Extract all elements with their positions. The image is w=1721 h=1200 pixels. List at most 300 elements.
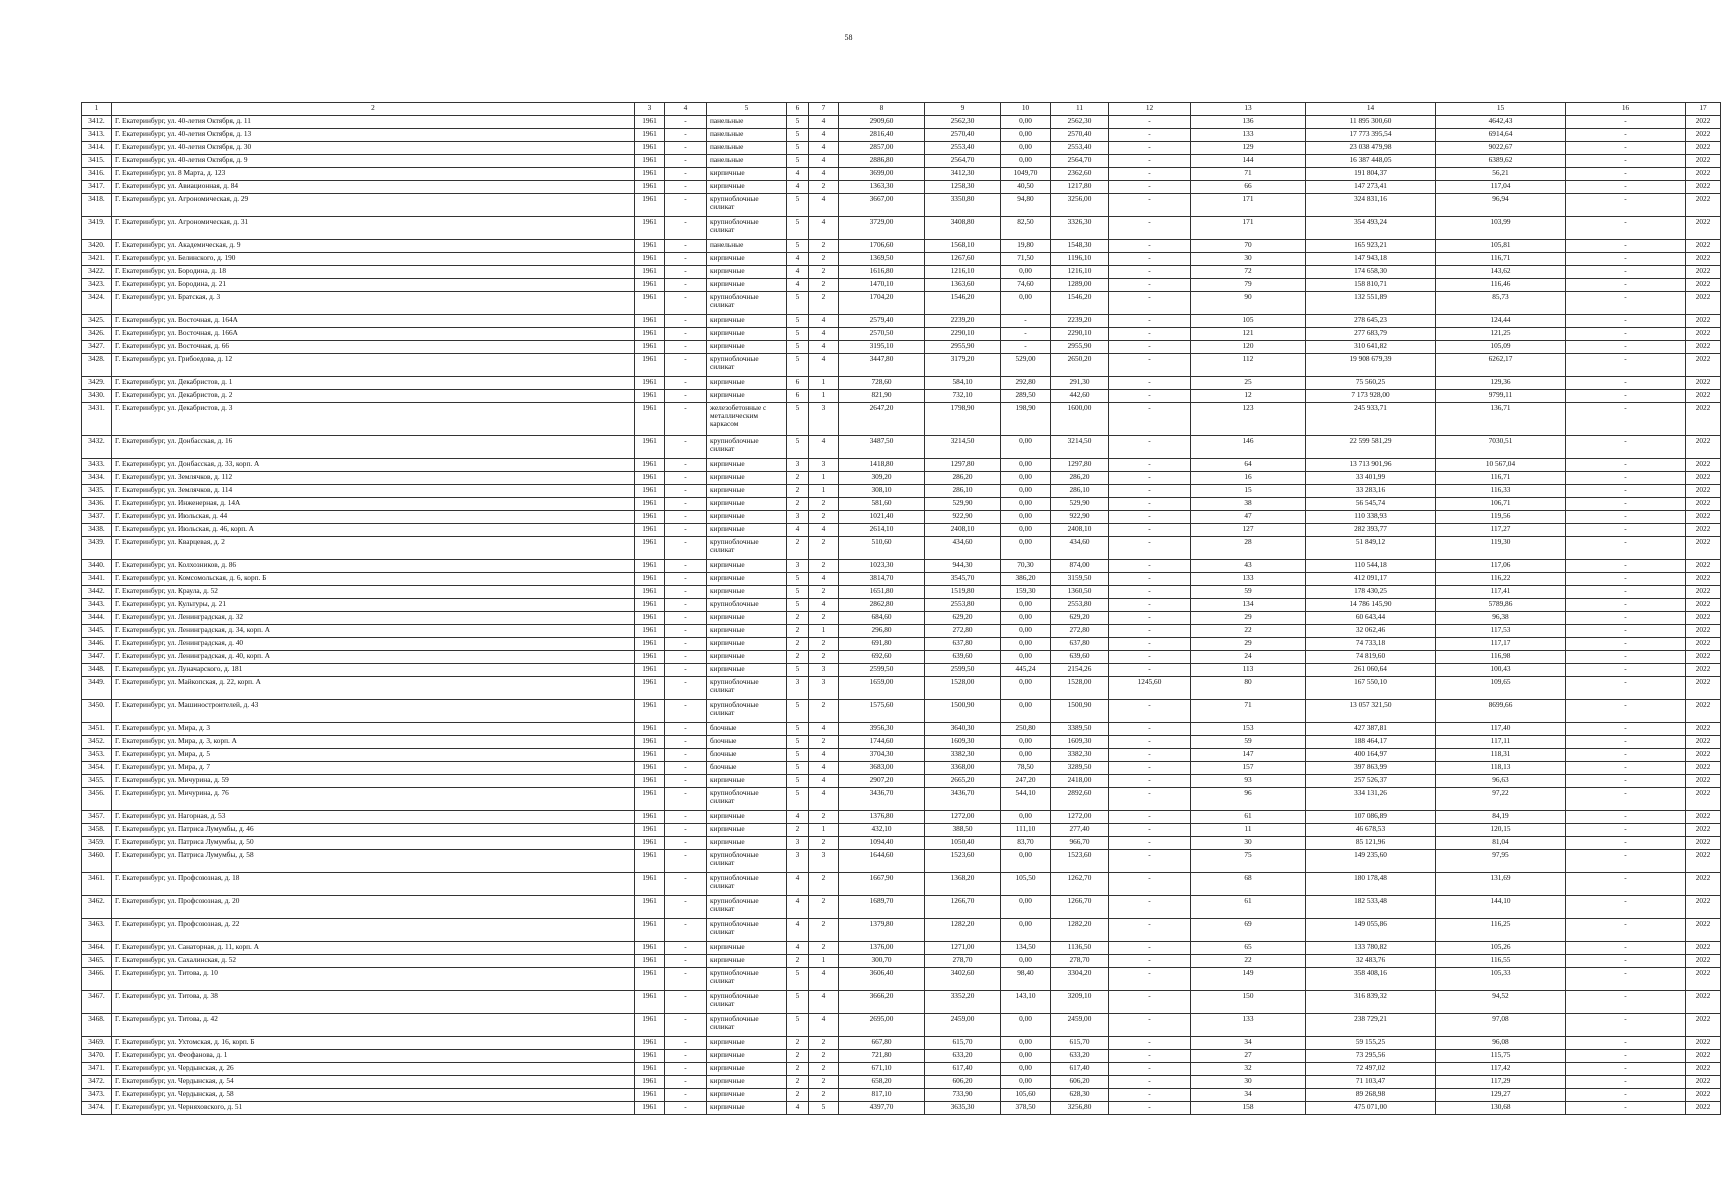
table-cell: 0,00	[1001, 919, 1051, 942]
column-header: 7	[809, 103, 839, 116]
table-cell: 118,13	[1436, 762, 1566, 775]
column-header: 10	[1001, 103, 1051, 116]
table-cell: 11	[1191, 824, 1306, 837]
table-cell: 111,10	[1001, 824, 1051, 837]
table-cell: 15	[1191, 485, 1306, 498]
table-cell: -	[665, 896, 707, 919]
table-cell: Г. Екатеринбург, ул. Восточная, д. 166А	[112, 328, 635, 341]
table-cell: 1644,60	[839, 850, 925, 873]
table-cell: 3382,30	[925, 749, 1001, 762]
table-cell: 1216,10	[1051, 266, 1109, 279]
table-cell: 0,00	[1001, 472, 1051, 485]
table-row	[82, 586, 1721, 599]
table-cell: 16	[1191, 472, 1306, 485]
table-cell: 1961	[635, 116, 665, 129]
table-cell: блочные	[707, 736, 787, 749]
table-cell: 629,20	[1051, 612, 1109, 625]
table-cell: 3289,50	[1051, 762, 1109, 775]
table-cell: 4	[809, 341, 839, 354]
table-cell: -	[665, 762, 707, 775]
table-cell: 2022	[1686, 723, 1721, 736]
table-cell: 2	[809, 560, 839, 573]
table-cell: Г. Екатеринбург, ул. Черняховского, д. 51	[112, 1102, 635, 1115]
table-row	[82, 762, 1721, 775]
table-cell: 3437.	[82, 511, 112, 524]
table-cell: 7 173 928,00	[1306, 390, 1436, 403]
table-cell: 129,27	[1436, 1089, 1566, 1102]
table-cell: 85 121,96	[1306, 837, 1436, 850]
table-cell: 2022	[1686, 788, 1721, 811]
table-cell: 117,27	[1436, 524, 1566, 537]
table-cell: Г. Екатеринбург, ул. Майкопская, д. 22, корп. А	[112, 677, 635, 700]
table-cell: крупноблочные силикат	[707, 968, 787, 991]
table-cell: 1961	[635, 253, 665, 266]
table-cell: 4	[787, 942, 809, 955]
table-cell: 2	[787, 472, 809, 485]
table-cell: 3465.	[82, 955, 112, 968]
table-cell: Г. Екатеринбург, ул. Санаторная, д. 11, корп. А	[112, 942, 635, 955]
table-cell: 5	[787, 354, 809, 377]
table-cell: 2	[787, 824, 809, 837]
table-cell: 117,53	[1436, 625, 1566, 638]
table-cell: -	[1566, 811, 1686, 824]
table-cell: 61	[1191, 811, 1306, 824]
table-cell: 445,24	[1001, 664, 1051, 677]
table-cell: 3666,20	[839, 991, 925, 1014]
table-cell: -	[665, 1050, 707, 1063]
table-cell: 81,04	[1436, 837, 1566, 850]
table-row	[82, 1063, 1721, 1076]
table-cell: 1961	[635, 1063, 665, 1076]
table-cell: 5	[787, 142, 809, 155]
table-cell: 1023,30	[839, 560, 925, 573]
table-cell: крупноблочные	[707, 599, 787, 612]
table-cell: Г. Екатеринбург, ул. Патриса Лумумбы, д. 46	[112, 824, 635, 837]
table-cell: 1961	[635, 736, 665, 749]
table-cell: 65	[1191, 942, 1306, 955]
table-cell: 60 643,44	[1306, 612, 1436, 625]
table-cell: 1961	[635, 377, 665, 390]
table-cell: 1418,80	[839, 459, 925, 472]
table-row	[82, 472, 1721, 485]
table-cell: -	[1109, 638, 1191, 651]
table-cell: -	[1566, 968, 1686, 991]
table-cell: -	[1109, 573, 1191, 586]
table-cell: 75 560,25	[1306, 377, 1436, 390]
table-cell: 116,55	[1436, 955, 1566, 968]
table-cell: 637,80	[1051, 638, 1109, 651]
table-cell: -	[1566, 390, 1686, 403]
table-cell: 529,90	[1051, 498, 1109, 511]
table-cell: 71	[1191, 700, 1306, 723]
table-cell: Г. Екатеринбург, ул. Восточная, д. 164А	[112, 315, 635, 328]
table-cell: 3214,50	[925, 436, 1001, 459]
table-cell: 2570,40	[1051, 129, 1109, 142]
table-cell: 1961	[635, 328, 665, 341]
table-cell: 1667,90	[839, 873, 925, 896]
table-cell: 2022	[1686, 181, 1721, 194]
table-cell: 1609,30	[1051, 736, 1109, 749]
table-row	[82, 315, 1721, 328]
table-cell: -	[665, 991, 707, 1014]
table-cell: -	[1109, 873, 1191, 896]
table-cell: 1961	[635, 942, 665, 955]
table-row	[82, 896, 1721, 919]
table-cell: 0,00	[1001, 700, 1051, 723]
table-cell: 2408,10	[1051, 524, 1109, 537]
table-cell: 2022	[1686, 651, 1721, 664]
table-cell: 3667,00	[839, 194, 925, 217]
table-cell: 277 683,79	[1306, 328, 1436, 341]
table-cell: Г. Екатеринбург, ул. Декабристов, д. 2	[112, 390, 635, 403]
table-row	[82, 638, 1721, 651]
table-cell: кирпичные	[707, 390, 787, 403]
table-cell: -	[1109, 625, 1191, 638]
table-cell: 96,63	[1436, 775, 1566, 788]
table-cell: 1376,00	[839, 942, 925, 955]
table-cell: 286,20	[1051, 472, 1109, 485]
table-cell: 633,20	[925, 1050, 1001, 1063]
table-cell: Г. Екатеринбург, ул. Белинского, д. 190	[112, 253, 635, 266]
table-cell: -	[1109, 1102, 1191, 1115]
table-cell: 4642,43	[1436, 116, 1566, 129]
table-cell: 400 164,97	[1306, 749, 1436, 762]
table-cell: 2	[809, 279, 839, 292]
table-cell: кирпичные	[707, 328, 787, 341]
table-cell: Г. Екатеринбург, ул. Академическая, д. 9	[112, 240, 635, 253]
table-cell: 388,50	[925, 824, 1001, 837]
table-cell: -	[1566, 328, 1686, 341]
table-cell: -	[665, 315, 707, 328]
table-cell: -	[1566, 664, 1686, 677]
table-cell: 3256,80	[1051, 1102, 1109, 1115]
table-cell: 9022,67	[1436, 142, 1566, 155]
table-cell: 2022	[1686, 837, 1721, 850]
table-cell: 119,30	[1436, 537, 1566, 560]
table-cell: 4	[787, 168, 809, 181]
table-cell: 133	[1191, 1014, 1306, 1037]
table-cell: 4	[809, 573, 839, 586]
table-cell: -	[665, 279, 707, 292]
table-cell: 692,60	[839, 651, 925, 664]
table-cell: 639,60	[925, 651, 1001, 664]
table-cell: -	[665, 129, 707, 142]
table-cell: 6389,62	[1436, 155, 1566, 168]
table-cell: 3814,70	[839, 573, 925, 586]
table-cell: крупноблочные силикат	[707, 194, 787, 217]
table-row	[82, 664, 1721, 677]
table-cell: -	[1109, 266, 1191, 279]
table-cell: 671,10	[839, 1063, 925, 1076]
table-cell: 117,04	[1436, 181, 1566, 194]
table-cell: 1500,90	[1051, 700, 1109, 723]
table-row	[82, 1089, 1721, 1102]
table-cell: 33 401,99	[1306, 472, 1436, 485]
table-cell: 5	[787, 749, 809, 762]
table-cell: -	[1566, 524, 1686, 537]
table-cell: 2022	[1686, 537, 1721, 560]
table-cell: 922,90	[1051, 511, 1109, 524]
table-cell: -	[1109, 436, 1191, 459]
table-cell: 4	[787, 266, 809, 279]
table-cell: 2022	[1686, 850, 1721, 873]
table-cell: 3462.	[82, 896, 112, 919]
table-cell: кирпичные	[707, 341, 787, 354]
table-cell: 74 733,18	[1306, 638, 1436, 651]
table-cell: 3417.	[82, 181, 112, 194]
table-cell: крупноблочные силикат	[707, 217, 787, 240]
table-cell: 3459.	[82, 837, 112, 850]
table-cell: -	[665, 1037, 707, 1050]
table-cell: 32 062,46	[1306, 625, 1436, 638]
table-cell: 71	[1191, 168, 1306, 181]
table-cell: Г. Екатеринбург, ул. Мира, д. 3	[112, 723, 635, 736]
table-cell: 3443.	[82, 599, 112, 612]
table-cell: Г. Екатеринбург, ул. Землячков, д. 112	[112, 472, 635, 485]
table-cell: 296,80	[839, 625, 925, 638]
table-cell: крупноблочные силикат	[707, 1014, 787, 1037]
table-row	[82, 968, 1721, 991]
table-cell: 1050,40	[925, 837, 1001, 850]
table-cell: -	[1566, 377, 1686, 390]
table-cell: 2022	[1686, 968, 1721, 991]
table-cell: 721,80	[839, 1050, 925, 1063]
table-cell: 3436,70	[839, 788, 925, 811]
table-cell: 2862,80	[839, 599, 925, 612]
table-cell: 629,20	[925, 612, 1001, 625]
table-cell: 1266,70	[925, 896, 1001, 919]
table-cell: 1961	[635, 485, 665, 498]
table-cell: 4397,70	[839, 1102, 925, 1115]
table-cell: 3159,50	[1051, 573, 1109, 586]
table-cell: 0,00	[1001, 1063, 1051, 1076]
table-cell: 13 057 321,50	[1306, 700, 1436, 723]
table-cell: -	[665, 955, 707, 968]
table-cell: -	[1566, 824, 1686, 837]
table-cell: 0,00	[1001, 651, 1051, 664]
table-cell: -	[1566, 919, 1686, 942]
table-row	[82, 651, 1721, 664]
table-cell: 1	[809, 472, 839, 485]
table-cell: Г. Екатеринбург, ул. Краула, д. 52	[112, 586, 635, 599]
table-cell: Г. Екатеринбург, ул. Братская, д. 3	[112, 292, 635, 315]
table-cell: 3214,50	[1051, 436, 1109, 459]
table-cell: 1961	[635, 896, 665, 919]
table-cell: -	[1109, 472, 1191, 485]
table-cell: 5	[787, 315, 809, 328]
column-header: 12	[1109, 103, 1191, 116]
table-cell: 3704,30	[839, 749, 925, 762]
table-cell: 0,00	[1001, 736, 1051, 749]
table-cell: -	[1566, 253, 1686, 266]
table-cell: 32	[1191, 1063, 1306, 1076]
table-cell: 1961	[635, 968, 665, 991]
table-cell: 127	[1191, 524, 1306, 537]
table-cell: 3545,70	[925, 573, 1001, 586]
table-cell: 1961	[635, 919, 665, 942]
table-row	[82, 919, 1721, 942]
table-cell: 157	[1191, 762, 1306, 775]
table-cell: 1961	[635, 700, 665, 723]
table-cell: 96,38	[1436, 612, 1566, 625]
table-cell: 1272,00	[1051, 811, 1109, 824]
table-cell: 1704,20	[839, 292, 925, 315]
table-cell: 3	[809, 677, 839, 700]
table-cell: -	[665, 573, 707, 586]
table-cell: 1961	[635, 873, 665, 896]
table-cell: 143,62	[1436, 266, 1566, 279]
table-cell: 11 895 300,60	[1306, 116, 1436, 129]
table-cell: -	[1566, 181, 1686, 194]
table-cell: крупноблочные силикат	[707, 788, 787, 811]
table-cell: 2022	[1686, 436, 1721, 459]
table-cell: 1961	[635, 837, 665, 850]
table-cell: 2459,00	[925, 1014, 1001, 1037]
table-cell: -	[665, 723, 707, 736]
table-cell: 66	[1191, 181, 1306, 194]
table-cell: Г. Екатеринбург, ул. Чердынская, д. 58	[112, 1089, 635, 1102]
table-cell: 2892,60	[1051, 788, 1109, 811]
table-cell: -	[1109, 403, 1191, 436]
table-cell: Г. Екатеринбург, ул. Феофанова, д. 1	[112, 1050, 635, 1063]
table-cell: 94,52	[1436, 991, 1566, 1014]
table-cell: кирпичные	[707, 524, 787, 537]
table-cell: 2907,20	[839, 775, 925, 788]
table-cell: 5	[787, 292, 809, 315]
table-cell: 19 908 679,39	[1306, 354, 1436, 377]
table-cell: -	[1566, 472, 1686, 485]
table-cell: 4	[787, 896, 809, 919]
table-cell: 2022	[1686, 240, 1721, 253]
table-cell: 3428.	[82, 354, 112, 377]
table-cell: 72	[1191, 266, 1306, 279]
table-cell: 3382,30	[1051, 749, 1109, 762]
table-cell: 158 810,71	[1306, 279, 1436, 292]
table-cell: 112	[1191, 354, 1306, 377]
table-cell: 5	[809, 1102, 839, 1115]
table-cell: 3421.	[82, 253, 112, 266]
table-cell: Г. Екатеринбург, ул. Донбасская, д. 16	[112, 436, 635, 459]
table-cell: 1961	[635, 560, 665, 573]
table-cell: -	[1566, 599, 1686, 612]
table-cell: 64	[1191, 459, 1306, 472]
table-cell: -	[665, 377, 707, 390]
table-cell: 1282,20	[925, 919, 1001, 942]
table-cell: 2022	[1686, 498, 1721, 511]
column-header: 2	[112, 103, 635, 116]
table-cell: 1961	[635, 850, 665, 873]
table-cell: 2022	[1686, 390, 1721, 403]
table-cell: 1368,20	[925, 873, 1001, 896]
table-cell: 2564,70	[1051, 155, 1109, 168]
table-cell: -	[665, 292, 707, 315]
table-cell: -	[1109, 749, 1191, 762]
table-cell: 1961	[635, 1102, 665, 1115]
table-cell: 5	[787, 194, 809, 217]
table-row	[82, 116, 1721, 129]
table-cell: 278 645,23	[1306, 315, 1436, 328]
table-cell: 2599,50	[925, 664, 1001, 677]
table-cell: 3436.	[82, 498, 112, 511]
table-cell: 2022	[1686, 625, 1721, 638]
table-cell: кирпичные	[707, 824, 787, 837]
table-cell: 2022	[1686, 896, 1721, 919]
table-cell: 4	[809, 436, 839, 459]
table-cell: 584,10	[925, 377, 1001, 390]
table-cell: 116,46	[1436, 279, 1566, 292]
table-cell: 4	[787, 253, 809, 266]
table-cell: 3	[809, 459, 839, 472]
table-cell: 2570,40	[925, 129, 1001, 142]
table-cell: -	[665, 459, 707, 472]
table-cell: 581,60	[839, 498, 925, 511]
table-cell: -	[665, 328, 707, 341]
table-row	[82, 1076, 1721, 1089]
table-cell: 1961	[635, 991, 665, 1014]
table-cell: 2022	[1686, 749, 1721, 762]
table-cell: 3423.	[82, 279, 112, 292]
table-cell: -	[1109, 498, 1191, 511]
table-cell: кирпичные	[707, 1063, 787, 1076]
table-cell: 133	[1191, 129, 1306, 142]
table-cell: 113	[1191, 664, 1306, 677]
table-row	[82, 788, 1721, 811]
table-cell: 1470,10	[839, 279, 925, 292]
table-cell: -	[1109, 341, 1191, 354]
table-cell: 3	[787, 459, 809, 472]
table-cell: -	[1109, 354, 1191, 377]
table-cell: 2955,90	[925, 341, 1001, 354]
table-cell: 1021,40	[839, 511, 925, 524]
table-cell: 289,50	[1001, 390, 1051, 403]
table-cell: 3468.	[82, 1014, 112, 1037]
table-cell: 2	[809, 1050, 839, 1063]
table-cell: 2022	[1686, 377, 1721, 390]
table-cell: 2553,80	[1051, 599, 1109, 612]
table-cell: 5	[787, 586, 809, 599]
table-cell: Г. Екатеринбург, ул. Луначарского, д. 181	[112, 664, 635, 677]
table-cell: 292,80	[1001, 377, 1051, 390]
table-cell: крупноблочные силикат	[707, 896, 787, 919]
table-cell: 103,99	[1436, 217, 1566, 240]
table-cell: 70,30	[1001, 560, 1051, 573]
table-cell: 2	[809, 700, 839, 723]
table-cell: 1266,70	[1051, 896, 1109, 919]
table-cell: 412 091,17	[1306, 573, 1436, 586]
table-cell: кирпичные	[707, 586, 787, 599]
table-cell: 34	[1191, 1037, 1306, 1050]
table-cell: 2022	[1686, 824, 1721, 837]
table-row	[82, 625, 1721, 638]
table-cell: -	[1109, 896, 1191, 919]
table-cell: 2	[809, 266, 839, 279]
table-cell: 3426.	[82, 328, 112, 341]
table-cell: 617,40	[1051, 1063, 1109, 1076]
table-cell: -	[1566, 436, 1686, 459]
table-cell: -	[1566, 651, 1686, 664]
table-cell: 51 849,12	[1306, 537, 1436, 560]
table-cell: 106,71	[1436, 498, 1566, 511]
table-cell: 3699,00	[839, 168, 925, 181]
table-cell: кирпичные	[707, 1089, 787, 1102]
table-cell: 3683,00	[839, 762, 925, 775]
table-cell: 1523,60	[1051, 850, 1109, 873]
table-cell: 1961	[635, 664, 665, 677]
column-header: 3	[635, 103, 665, 116]
table-cell: -	[665, 638, 707, 651]
table-cell: кирпичные	[707, 573, 787, 586]
table-cell: -	[1566, 788, 1686, 811]
